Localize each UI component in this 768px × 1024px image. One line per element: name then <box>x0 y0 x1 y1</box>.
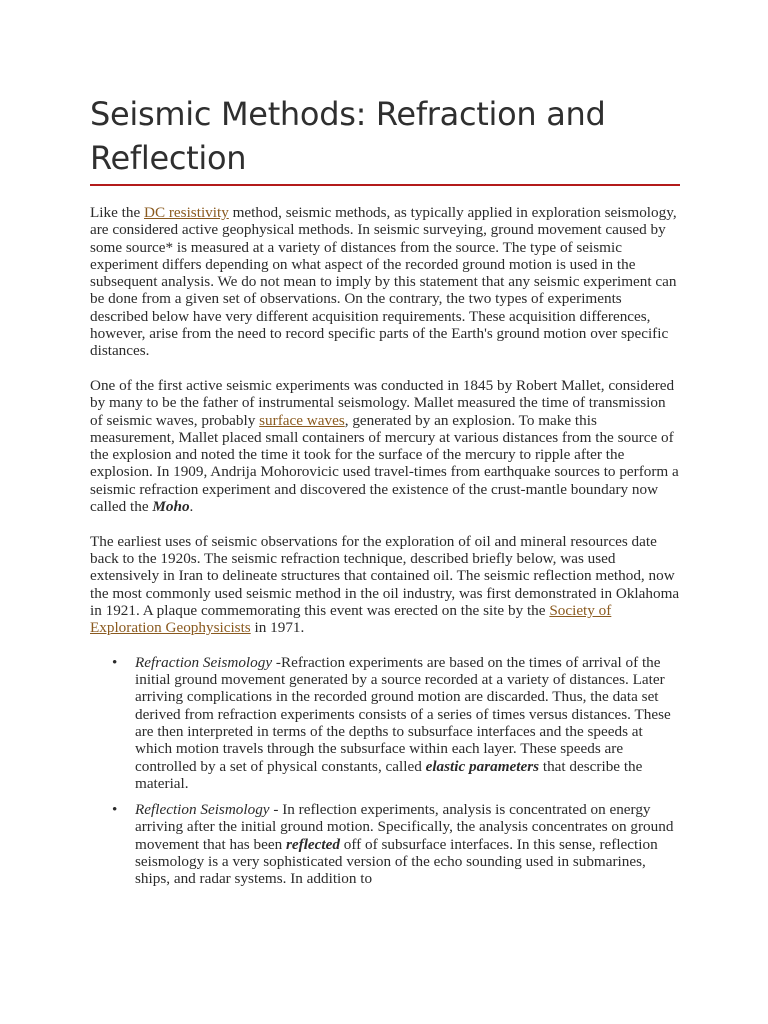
text: Like the <box>90 204 144 221</box>
text: . <box>189 498 194 516</box>
reflection-term: Reflection Seismology <box>135 801 270 819</box>
text: The earliest uses of seismic observations for the exploration of oil and mineral resources date back to the 1920s. The seismic refraction technique, described briefly below, was used extensively in Iran to delineate structures that contained oil. The seismic reflection method, now the most commonly used seismic method in the oil industry, was first demonstrated in Oklahoma in 1921. A plaque commemorating this event was erected on the site by the <box>90 532 680 619</box>
text: One of the first active seismic experiments was conducted in 1845 by Robert Mallet, considered by many to be the father of instrumental seismology. Mallet measured the time of transmission of seismic waves, probably <box>90 376 675 429</box>
list-item-reflection <box>112 801 680 888</box>
paragraph-exploration <box>90 533 680 637</box>
text: Refraction experiments are based on the times of arrival of the initial ground movement generated by a source recorded at a variety of distances. Later arriving complications in the recorded ground motion are discarded. Thus, the data set derived from refraction experiments consists of a series of times versus distances. These are then interpreted in terms of the depths to subsurface interfaces and the speeds at which motion travels through the subsurface within each layer. These speeds are controlled by a set of physical constants, called <box>135 653 671 775</box>
list-item-refraction <box>112 653 680 792</box>
text: , generated by an explosion. To make this measurement, Mallet placed small containers of mercury at various distances from the source of the explosion and noted the time it took for the surface of the mercury to ripple after the explosion. In 1909, Andrija Mohorovicic used travel-times from earthquake sources to perform a seismic refraction experiment and discovered the existence of the crust-mantle boundary now called the <box>90 411 679 516</box>
bullet-icon: • <box>112 801 118 819</box>
text: - <box>272 653 281 671</box>
paragraph-intro <box>90 204 680 360</box>
refraction-term: Refraction Seismology <box>135 653 273 671</box>
dc-resistivity-link[interactable]: DC resistivity <box>143 204 229 221</box>
reflected-term: reflected <box>286 835 340 853</box>
seg-link[interactable]: Society of Exploration Geophysicists <box>90 601 612 637</box>
method-list <box>90 654 680 888</box>
bullet-icon: • <box>112 653 118 671</box>
text: in 1971. <box>250 619 305 637</box>
paragraph-history <box>90 377 680 515</box>
text: method, seismic methods, as typically applied in exploration seismology, are considered active geophysical methods. In seismic surveying, ground movement caused by some source* is measured at a variety of distances from the source. The type of seismic experiment differs depending on what aspect of the recorded ground motion is used in the subsequent analysis. We do not mean to imply by this statement that any seismic experiment can be done from a given set of observations. On the contrary, the two types of experiments described below have very different acquisition requirements. These acquisition differences, however, arise from the need to record specific parts of the Earth's ground motion over specific distances. <box>90 204 677 360</box>
text: that describe the material. <box>135 757 643 792</box>
page-title: Seismic Methods: Refraction and Reflection <box>90 95 606 177</box>
text: - <box>269 801 283 819</box>
title-divider <box>90 184 680 186</box>
text: off of subsurface interfaces. In this sense, reflection seismology is a very sophisticated version of the echo sounding used in submarines, ships, and radar systems. In addition to <box>135 835 658 888</box>
text: In reflection experiments, analysis is concentrated on energy arriving after the initial ground motion. Specifically, the analysis concentrates on ground movement that has been <box>135 801 674 853</box>
moho-term: Moho <box>152 498 190 516</box>
elastic-parameters-term: elastic parameters <box>425 757 540 775</box>
article-body <box>90 204 680 897</box>
surface-waves-link[interactable]: surface waves <box>259 411 345 429</box>
